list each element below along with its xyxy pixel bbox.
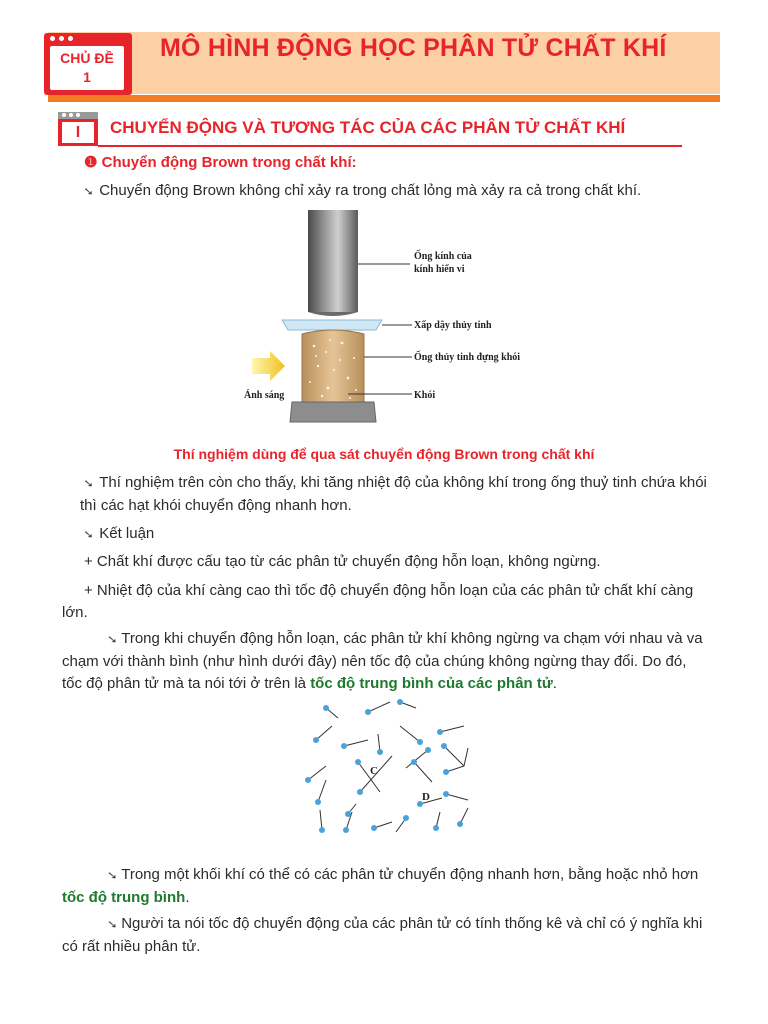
header-underline xyxy=(48,95,720,102)
label-lens-1: Ống kính của xyxy=(414,251,472,262)
smoke-tube xyxy=(302,330,364,402)
cover-glass xyxy=(282,320,382,330)
paragraph-2-text: Kết luận xyxy=(99,525,155,542)
label-light: Ánh sáng xyxy=(244,390,285,401)
badge-line-1: CHỦ ĐỀ xyxy=(60,50,114,66)
paragraph-6: ➘ Trong một khối khí có thể có các phân tử chuyển động nhanh hơn, bằng hoặc nhỏ hơn tốc độ trung bình. xyxy=(62,866,699,906)
pointer-icon: ➘ xyxy=(106,634,118,646)
label-cover-glass: Xấp dậy thủy tinh xyxy=(414,320,492,331)
section-title: CHUYỂN ĐỘNG VÀ TƯƠNG TÁC CỦA CÁC PHÂN TỬ CHẤT KHÍ xyxy=(110,118,626,137)
pointer-icon: ➘ xyxy=(83,529,94,541)
tube-base xyxy=(290,402,376,422)
label-smoke: Khói xyxy=(414,390,436,401)
paragraph-5-text: Trong khi chuyển động hỗn loạn, các phân tử khí không ngừng va chạm với nhau và va chạm với thành bình (như hình dưới đây) nên tốc độ của chúng không ngừng thay đổi. Do đó, tốc độ phân tử mà ta nói tới ở trên là xyxy=(62,630,703,692)
label-molecule-c: C xyxy=(370,765,378,777)
intro-text: Chuyển động Brown không chỉ xảy ra trong chất lỏng mà xảy ra cả trong chất khí. xyxy=(99,182,642,199)
molecule-paths xyxy=(308,702,468,832)
topic-badge-label xyxy=(50,46,124,90)
subsection-title: ❶ Chuyển động Brown trong chất khí: xyxy=(84,154,357,171)
brown-experiment-figure xyxy=(230,210,570,430)
highlight-average-speed: tốc độ trung bình của các phân tử xyxy=(310,675,553,692)
paragraph-2 xyxy=(84,523,704,546)
topic-badge xyxy=(44,33,132,95)
intro-paragraph xyxy=(84,180,704,203)
microscope-lens xyxy=(308,210,358,312)
paragraph-5: ➘ Trong khi chuyển động hỗn loạn, các phân tử khí không ngừng va chạm với nhau và va chạm với thành bình (như hình dưới đây) nên tốc độ của chúng không ngừng thay đổi. Do đó, tốc độ phân tử mà ta nói tới ở trên là tốc độ trung bình của các phân tử. xyxy=(62,630,703,692)
section-underline xyxy=(98,145,682,147)
molecule-collision-figure xyxy=(296,696,496,846)
paragraph-6-text: Trong một khối khí có thể có các phân tử chuyển động nhanh hơn, bằng hoặc nhỏ hơn xyxy=(121,866,699,883)
pointer-icon: ➘ xyxy=(106,870,118,882)
paragraph-4: + Nhiệt độ của khí càng cao thì tốc độ chuyển động hỗn loạn của các phân tử chất khí càng lớn. xyxy=(62,582,694,621)
page-title: MÔ HÌNH ĐỘNG HỌC PHÂN TỬ CHẤT KHÍ xyxy=(160,34,667,62)
section-number-box xyxy=(58,112,98,146)
paragraph-1 xyxy=(80,472,708,517)
label-smoke-tube: Ống thủy tinh đựng khói xyxy=(414,352,521,363)
light-arrow-icon xyxy=(252,351,285,381)
paragraph-7-text: Người ta nói tốc độ chuyển động của các phân tử có tính thống kê và chỉ có ý nghĩa khi có rất nhiều phân tử. xyxy=(62,915,703,955)
figure-caption: Thí nghiệm dùng để qua sát chuyển động Brown trong chất khí xyxy=(173,446,595,462)
highlight-average-speed-2: tốc độ trung bình xyxy=(62,889,186,906)
pointer-icon: ➘ xyxy=(83,186,94,198)
badge-line-2: 1 xyxy=(83,69,91,85)
section-number: I xyxy=(62,122,94,143)
paragraph-3: + Chất khí được cấu tạo từ các phân tử chuyển động hỗn loạn, không ngừng. xyxy=(84,553,601,570)
pointer-icon: ➘ xyxy=(106,919,118,931)
pointer-icon: ➘ xyxy=(83,478,94,490)
paragraph-7 xyxy=(62,913,708,958)
label-molecule-d: D xyxy=(422,791,430,803)
label-lens-2: kính hiển vi xyxy=(414,264,465,275)
paragraph-1-text: Thí nghiệm trên còn cho thấy, khi tăng nhiệt độ của không khí trong ống thuỷ tinh chứa khói thì các hạt khói chuyển động nhanh hơn. xyxy=(80,474,707,514)
badge-dots xyxy=(50,36,73,41)
